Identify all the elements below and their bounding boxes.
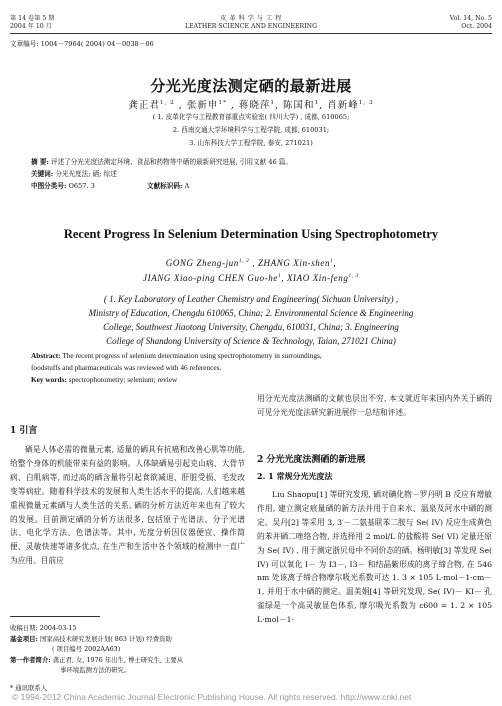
section-2-heading: 2 分光光度法测硒的新进展: [257, 455, 366, 465]
abstract-en-line-1: [31, 351, 481, 362]
abstract-en-label: Abstract:: [31, 351, 61, 360]
abstract-cn-label: 摘 要:: [31, 158, 49, 166]
keywords-cn: [31, 170, 117, 179]
journal-date: 2004 年 10 月: [10, 23, 52, 30]
authors-en-line-1: GONG Zheng-jun$^{1, 2}$ , ZHANG Xin-shen$^1$,: [165, 258, 337, 268]
document-code: [147, 182, 189, 191]
keywords-en: [31, 375, 177, 386]
right-paragraph-2: [257, 488, 492, 688]
class-number: [31, 182, 95, 191]
authors-cn: 龚正君$^{1, 2}$ , 张新申$^{1*}$ , 蒋晓萍$^1$, 陈国和$^1$, 肖新峰$^{1, 3}$: [128, 99, 374, 111]
fund-line-1: [10, 634, 172, 644]
affiliation-cn-2: 2. 西南交通大学环境科学与工程学院, 成都, 610031;: [172, 126, 330, 134]
abstract-en-line-2: foodstuffs and pharmaceuticals was reviewed with 46 references.: [31, 363, 222, 372]
bio-line-1: [10, 655, 183, 665]
section-1-text: [10, 443, 245, 611]
journal-volume: 第 14 卷第 5 期: [10, 15, 55, 22]
fund-text-1: 国家高技术研究发展计划( 863 计划) 经费资助: [39, 635, 172, 643]
fund-text-2: ( 项目编号 2002AA63): [52, 645, 121, 653]
affiliation-en-3: College, Southwest Jiaotong University, Chengdu, 610031, China; 3. Engineering: [103, 322, 399, 332]
affiliation-en-1: ( 1. Key Laboratory of Leather Chemistry and Engineering( Sichuan University) ,: [103, 294, 399, 304]
footnote-rule: [10, 616, 100, 617]
fund-label: 基金项目:: [10, 635, 38, 643]
authors-en-line-2: JIANG Xiao-ping CHEN Guo-$he^1$, XIAO Xin-feng$^{1, 3}$: [143, 273, 359, 283]
received-date: 收稿日期: 2004-03-15: [10, 624, 77, 632]
right-paragraph-1: [257, 392, 492, 420]
class-number-text: O657. 3: [68, 182, 95, 190]
journal-name-en: LEATHER SCIENCE AND ENGINEERING: [184, 23, 318, 30]
bio-text-1: 龚正君, 女, 1976 年出生, 博士研究生, 主要从: [52, 656, 184, 664]
copyright-watermark: © 1994-2012 China Academic Journal Electronic Publishing House. All rights reserved. http://www.cnki.net: [12, 692, 412, 702]
class-number-label: 中图分类号:: [31, 182, 67, 190]
bio-label: 第一作者简介:: [10, 656, 51, 664]
affiliation-en-2: Ministry of Education, Chengdu 610065, China; 2. Environmental Science & Engineering: [88, 308, 414, 318]
document-code-label: 文献标识码:: [147, 182, 183, 190]
affiliation-cn-1: ( 1. 皮革化学与工程教育部重点实验室( 四川大学) , 成都, 610065;: [152, 113, 350, 121]
abstract-en-text: The recent progress of selenium determination using spectrophotometry in surroundings,: [62, 351, 322, 360]
review-intro-continued: 用分光光度法测硒的文献也层出不穷, 本文就近年来国内外关于硒的可见分光光度法研究新进展作一总结和评述。: [257, 394, 492, 417]
document-code-text: A: [184, 182, 190, 190]
journal-volume-en: Vol. 14, No. 5: [449, 15, 492, 22]
keywords-cn-text: 分光光度法; 硒; 综述: [55, 170, 117, 178]
methods-paragraph: Liu Shaopu[1] 等研究发现, 硒对碘化物－罗丹明 B 反应有增敏作用, 建立测定痕量硒的新方法并用于自来水、温泉及河水中硒的测定。吴丹[2] 等采用 3, 3′－二氨基联苯二胺与 Se( IV) 反应生成黄色的苯并硒二唑络合物, 并选择用 2 mol/L 的盐酸将 Se( VI) 定量还原为 Se( IV) , 用于测定浙贝母中不同价态的硒。杨明敏[3] 等发现 Se( IV) 可以氧化 I－ 为 I3－, I3－ 和结晶紫形成的离子缔合物, 在 546 nm 处该离子缔合物摩尔吸光系数可达 1. 3 × 105 L·mol－1·cm－1, 并用于水中硒的测定。温美娟[4] 等研究发现, Se( IV)－ KI－ 孔雀绿是一个高灵敏显色体系, 摩尔吸光系数为 ε600 = 1. 2 × 105 L·mol－1·: [257, 490, 492, 625]
affiliation-cn-3: 3. 山东科技大学工程学院, 泰安, 271021): [189, 139, 313, 147]
journal-name-cn: 皮 革 科 学 与 工 程: [220, 15, 282, 22]
section-2-1-heading: 2. 1 常规分光光度法: [257, 471, 333, 481]
abstract-cn-text: 评述了分光光度法测定环境、食品和药物等中硒的最新研究进展, 引用文献 46 篇。: [51, 158, 292, 166]
title-en: Recent Progress In Selenium Determination Using Spectrophotometry: [63, 227, 439, 241]
article-number: 文章编号: 1004－7964( 2004) 04－0038－06: [10, 40, 154, 48]
section-1-heading: 1 引言: [10, 426, 38, 436]
keywords-en-text: spectrophotometry; selenium; review: [68, 375, 178, 384]
keywords-cn-label: 关键词:: [31, 170, 54, 178]
keywords-en-label: Key words:: [31, 375, 67, 384]
intro-paragraph: 硒是人体必需的微量元素, 适量的硒具有抗癌和改善心肌等功能, 给整个身体的机能带来有益的影响。人体缺硒易引起克山病、大骨节病、白肌病等, 而过高的硒含量将引起食欲减退、肝脏受损、毛发改变等病症。随着科学技术的发展和人类生活水平的提高, 人们越来越重视微量元素硒与人类生活的关系, 硒的分析方法近年来也有了较大的发展。目前测定硒的分析方法很多, 包括原子光谱法、分子光谱法、电化学方法、色谱法等。其中, 光度分析因仪器便宜、操作简便、灵敏快速等诸多优点, 在生产和生活中各个领域的检测中一直广为应用。目前应: [10, 445, 245, 566]
journal-date-en: Oct. 2004: [461, 23, 492, 30]
affiliation-en-4: College of Shandong University of Science & Technology, Taian, 271021 China): [106, 336, 396, 346]
bio-text-2: 事环境监测方法的研究。: [60, 666, 131, 674]
header-rule: [10, 33, 492, 34]
title-cn: 分光光度法测定硒的最新进展: [150, 77, 352, 95]
abstract-cn: [31, 158, 292, 167]
corresponding-author: * 通讯联系人: [10, 684, 48, 692]
